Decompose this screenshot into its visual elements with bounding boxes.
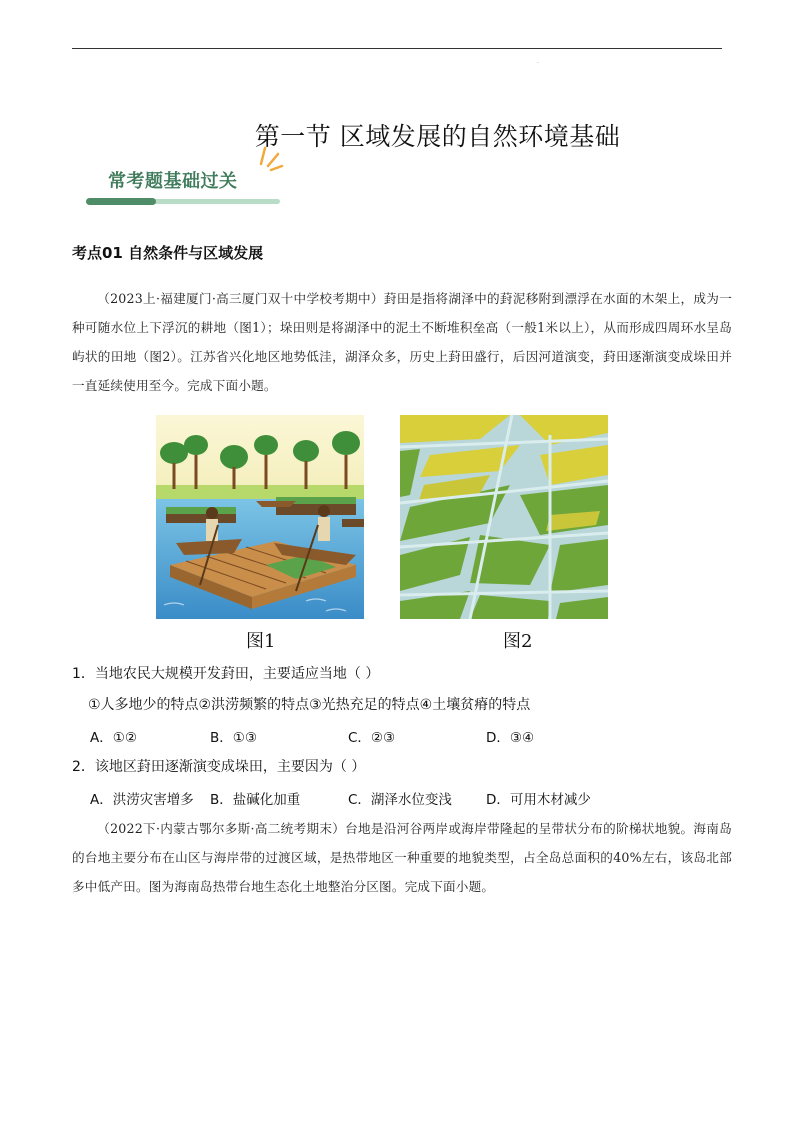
- question-2-option-c[interactable]: C．湖泽水位变浅: [348, 792, 452, 808]
- figure-1-caption: 图1: [246, 631, 276, 652]
- badge-underline-dark: [86, 198, 156, 205]
- question-2-stem: 2．该地区葑田逐渐演变成垛田，主要因为（ ）: [72, 759, 366, 775]
- section-badge: [86, 142, 286, 208]
- question-1-option-c[interactable]: C．②③: [348, 730, 396, 746]
- question-1-option-b[interactable]: B．①③: [210, 730, 257, 746]
- header-mark: .: [537, 58, 539, 65]
- floating-field-illustration-icon: [156, 415, 364, 619]
- badge-label: 常考题基础过关: [108, 171, 238, 192]
- page-title: 第一节 区域发展的自然环境基础: [254, 121, 621, 151]
- spark-icon: [256, 142, 286, 172]
- passage-1: （2023上·福建厦门·高三厦门双十中学校考期中）葑田是指将湖泽中的葑泥移附到漂浮在水面的木架上，成为一种可随水位上下浮沉的耕地（图1）；垛田则是将湖泽中的泥土不断堆积垒高（一般1米以上），从而形成四周环水呈岛屿状的田地（图2）。江苏省兴化地区地势低洼，湖泽众多，历史上葑田盛行，后因河道演变，葑田逐渐演变成垛田并一直延续使用至今。完成下面小题。: [72, 291, 732, 393]
- figure-1: [156, 415, 364, 619]
- question-2-option-b[interactable]: B．盐碱化加重: [210, 792, 301, 808]
- question-1-stem: 1．当地农民大规模开发葑田，主要适应当地（ ）: [72, 666, 380, 682]
- passage-2: （2022下·内蒙古鄂尔多斯·高二统考期末）台地是沿河谷两岸或海岸带隆起的呈带状分布的阶梯状地貌。海南岛的台地主要分布在山区与海岸带的过渡区域，是热带地区一种重要的地貌类型，占全岛总面积的40%左右，该岛北部多中低产田。图为海南岛热带台地生态化土地整治分区图。完成下面小题。: [72, 821, 732, 894]
- question-1-items: ①人多地少的特点②洪涝频繁的特点③光热充足的特点④土壤贫瘠的特点: [88, 697, 531, 713]
- figure-2-caption: 图2: [503, 631, 533, 652]
- question-1-option-d[interactable]: D．③④: [486, 730, 535, 746]
- badge-underline-light: [146, 199, 280, 204]
- figure-2: [400, 415, 608, 619]
- duotian-aerial-photo-icon: [400, 415, 608, 619]
- question-2-option-a[interactable]: A．洪涝灾害增多: [90, 792, 194, 808]
- section-heading: 考点01 自然条件与区域发展: [72, 244, 264, 262]
- question-2-option-d[interactable]: D．可用木材减少: [486, 792, 591, 808]
- question-1-option-a[interactable]: A．①②: [90, 730, 137, 746]
- header-rule: [72, 48, 722, 49]
